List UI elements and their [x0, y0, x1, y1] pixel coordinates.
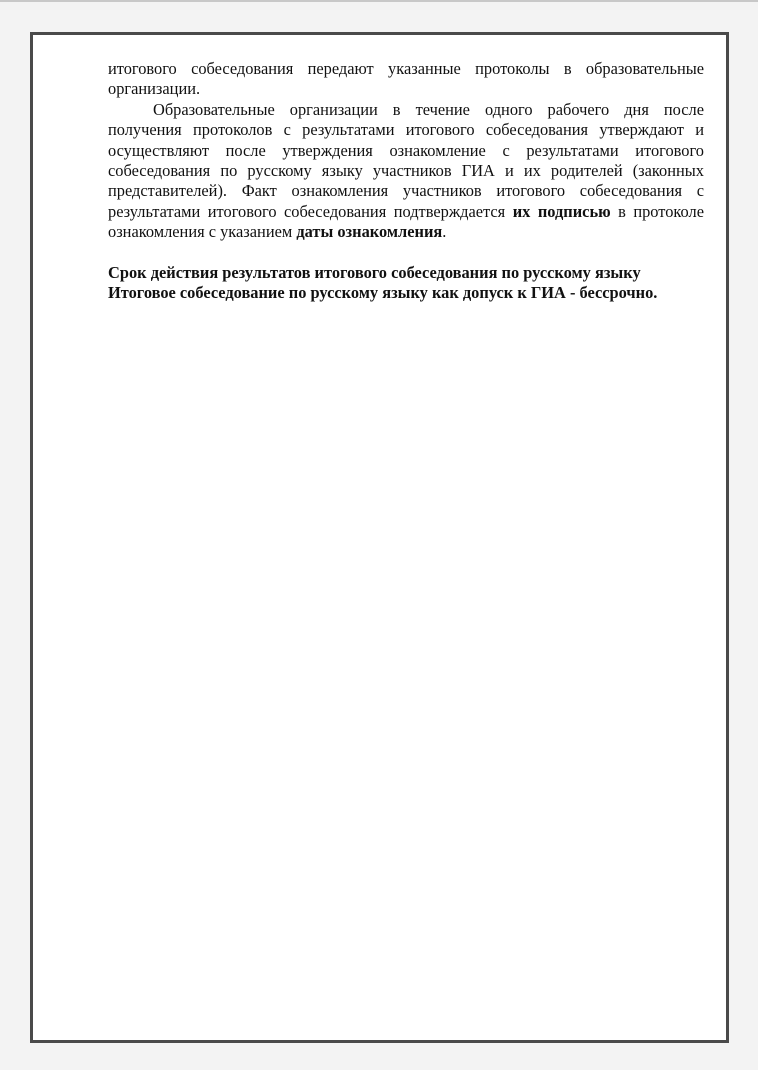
paragraph-end: . — [442, 222, 447, 242]
section-heading: Срок действия результатов итогового собеседования по русскому языку — [108, 262, 641, 282]
viewer-top-edge — [0, 0, 758, 2]
paragraph-spacer — [108, 243, 704, 263]
validity-statement: Итоговое собеседование по русскому языку как допуск к ГИА - бессрочно. — [108, 283, 658, 303]
paragraph-text: Образовательные организации в течение одного рабочего дня после получения протоколов с результатами итогового собеседования утверждают и осуществляют после утверждения ознакомление с результатами итогового собеседования по русскому языку участников ГИА и их родителей (законных представителей). Факт ознакомления участников итогового собеседования с результатами итогового собеседования подтверждается — [108, 99, 704, 221]
bold-date: даты ознакомления — [296, 222, 443, 242]
bold-signature: их подписью — [512, 201, 611, 221]
page-content — [108, 59, 704, 303]
paragraph-continuation: итогового собеседования передают указанные протоколы в образовательные организации. — [108, 59, 704, 99]
document-page — [30, 32, 729, 1043]
paragraph-familiarization — [108, 100, 704, 243]
paragraph-text-middle: в протоколе ознакомления с указанием — [108, 201, 704, 242]
